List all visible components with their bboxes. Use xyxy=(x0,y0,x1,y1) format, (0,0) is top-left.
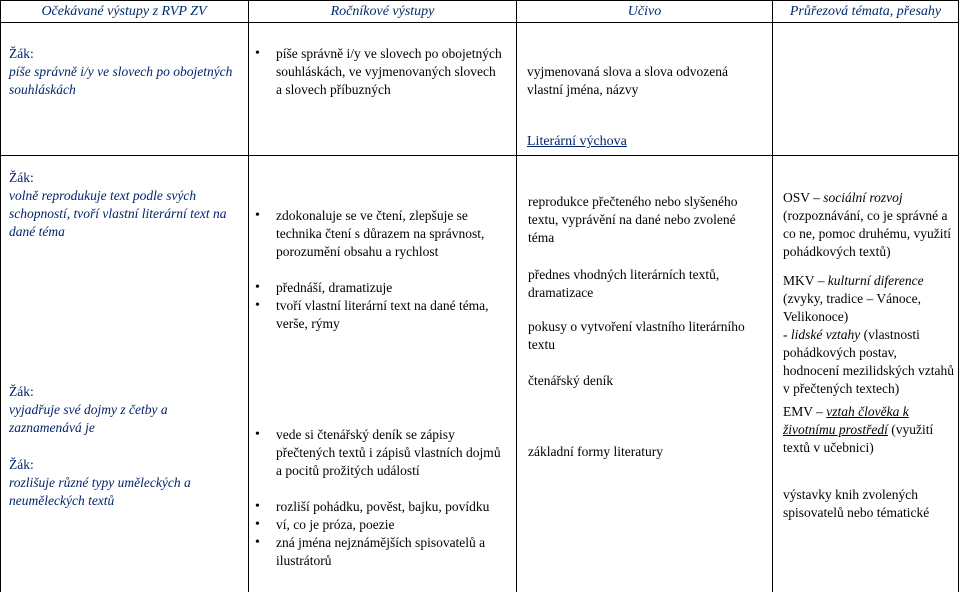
content-reading-diary: čtenářský deník xyxy=(528,373,614,388)
table-border-right xyxy=(958,0,959,592)
mkv-topic-2: lidské vztahy xyxy=(790,327,861,342)
content-own-text: pokusy o vytvoření vlastního literárního textu xyxy=(528,319,745,352)
list-item: • píše správně i/y ve slovech po obojetných souhláskách, ve vyjmenovaných slovech a slovech příbuzných xyxy=(252,45,502,99)
header-grade-outcomes: Ročníkové výstupy xyxy=(330,4,435,19)
cross-mkv xyxy=(783,272,955,398)
dash: – xyxy=(814,273,828,288)
mkv-abbr: MKV xyxy=(783,273,815,288)
content-item: vlastní jména, názvy xyxy=(527,82,639,97)
dash: - xyxy=(783,327,791,342)
emv-description: (využití textů v učebnici) xyxy=(783,422,934,455)
cross-exhibit: výstavky knih zvolených spisovatelů nebo tématické xyxy=(783,487,930,520)
outcome-text: vyjadřuje své dojmy z četby a zaznamenává je xyxy=(9,402,168,435)
list-item: • ví, co je próza, poezie xyxy=(252,516,507,534)
column-divider-2 xyxy=(516,0,517,592)
mkv-description-2: (vlastnosti pohádkových postav, hodnocení mezilidských vztahů v přečtených textech) xyxy=(783,327,954,396)
header-outcomes: Očekávané výstupy z RVP ZV xyxy=(41,4,207,19)
row-divider xyxy=(0,155,959,156)
column-divider-1 xyxy=(248,0,249,592)
row2-outcome-2 xyxy=(9,383,241,437)
dash: – xyxy=(812,404,827,419)
list-item: • zná jména nejznámějších spisovatelů a ilustrátorů xyxy=(252,534,507,570)
table-border-left xyxy=(0,0,1,592)
row2-grade-outcomes-a xyxy=(252,207,507,333)
row1-outcome xyxy=(9,45,241,99)
cross-emv xyxy=(783,403,955,457)
emv-abbr: EMV xyxy=(783,404,813,419)
dash: – xyxy=(809,190,824,205)
content-recitation: přednes vhodných literárních textů, dramatizace xyxy=(528,267,720,300)
mkv-topic: kulturní diference xyxy=(827,273,924,288)
outcome-text: rozlišuje různé typy uměleckých a neuměleckých textů xyxy=(9,475,191,508)
list-item: • tvoří vlastní literární text na dané téma, verše, rýmy xyxy=(252,297,507,333)
outcome-text: píše správně i/y ve slovech po obojetných souhláskách xyxy=(9,64,233,97)
content-item: vyjmenovaná slova a slova odvozená xyxy=(527,64,728,79)
pupil-label: Žák: xyxy=(9,457,34,472)
row1-grade-outcomes xyxy=(252,45,502,99)
outcome-text: volně reprodukuje text podle svých schopností, tvoří vlastní literární text na dané téma xyxy=(9,188,227,239)
header-content: Učivo xyxy=(627,4,662,19)
table-border-top xyxy=(0,0,959,1)
content-retelling: reprodukce přečteného nebo slyšeného textu, vyprávění na dané nebo zvolené téma xyxy=(528,194,738,245)
pupil-label: Žák: xyxy=(9,46,34,61)
emv-topic: vztah člověka k životnímu prostředí xyxy=(783,404,909,437)
row2-outcome-3 xyxy=(9,456,241,510)
list-item: • přednáší, dramatizuje xyxy=(252,279,507,297)
osv-abbr: OSV xyxy=(783,190,810,205)
content-literature-forms: základní formy literatury xyxy=(528,444,663,459)
cross-osv xyxy=(783,189,955,261)
list-item: • vede si čtenářský deník se zápisy přečtených textů i zápisů vlastních dojmů a pocitů prožitých událostí xyxy=(252,426,507,480)
header-cross-topics: Průřezová témata, přesahy xyxy=(789,4,942,19)
pupil-label: Žák: xyxy=(9,384,34,399)
osv-description: (rozpoznávání, co je správné a co ne, pomoc druhému, využití pohádkových textů) xyxy=(783,208,951,259)
row1-content xyxy=(527,63,767,99)
list-item: • zdokonaluje se ve čtení, zlepšuje se technika čtení s důrazem na správnost, porozumění obsahu a rychlost xyxy=(252,207,507,261)
row2-outcome-1 xyxy=(9,169,241,241)
header-divider xyxy=(0,22,959,23)
list-item: • rozliší pohádku, pověst, bajku, povídku xyxy=(252,498,507,516)
pupil-label: Žák: xyxy=(9,170,34,185)
mkv-description: (zvyky, tradice – Vánoce, Velikonoce) xyxy=(783,291,921,324)
row2-grade-outcomes-b xyxy=(252,426,507,570)
column-divider-3 xyxy=(772,0,773,592)
section-title: Literární výchova xyxy=(527,134,627,149)
osv-topic: sociální rozvoj xyxy=(823,190,903,205)
